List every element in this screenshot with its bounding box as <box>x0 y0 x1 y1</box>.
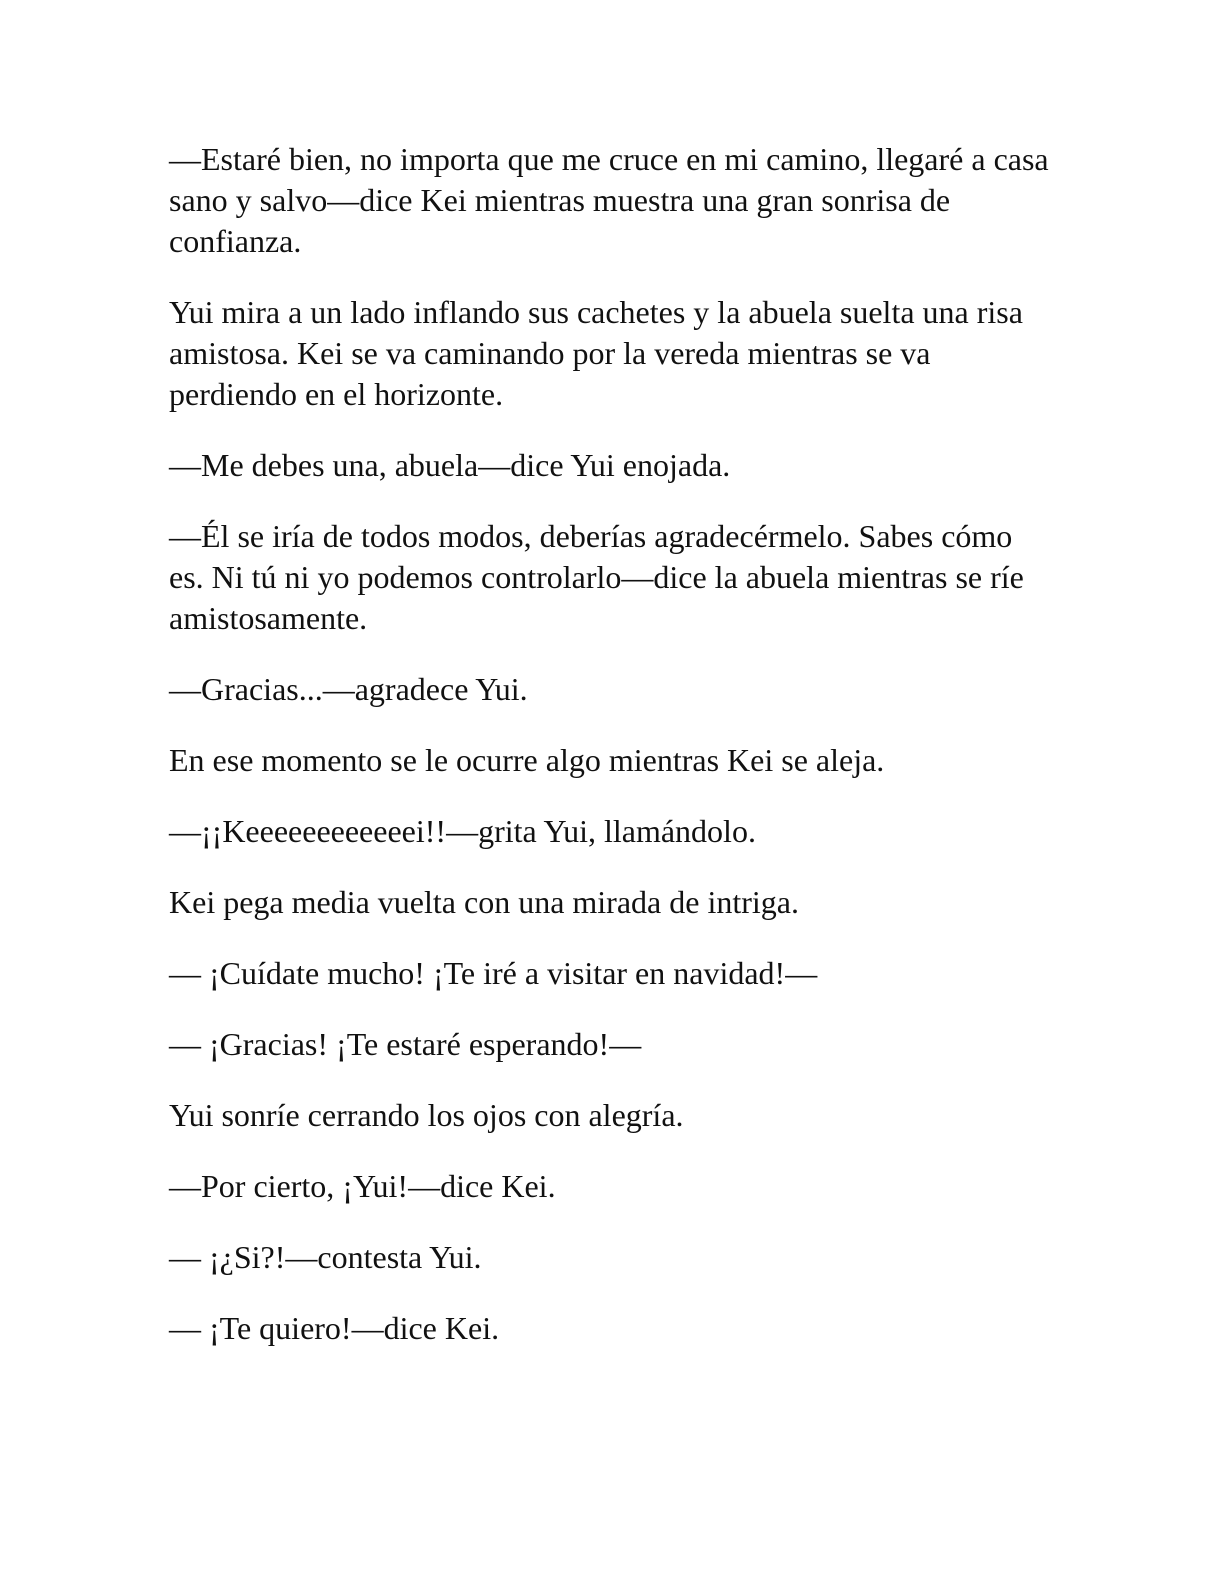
paragraph: — ¡Gracias! ¡Te estaré esperando!— <box>169 1026 642 1062</box>
paragraph: Yui sonríe cerrando los ojos con alegría. <box>169 1097 684 1133</box>
paragraph: —¡¡Keeeeeeeeeeeei!!—grita Yui, llamándolo. <box>169 813 756 849</box>
paragraph: Kei pega media vuelta con una mirada de intriga. <box>169 884 799 920</box>
body-text <box>169 139 1049 1379</box>
paragraph: En ese momento se le ocurre algo mientras Kei se aleja. <box>169 742 885 778</box>
paragraph: — ¡Te quiero!—dice Kei. <box>169 1310 500 1346</box>
paragraph: —Por cierto, ¡Yui!—dice Kei. <box>169 1168 556 1204</box>
paragraph: Yui mira a un lado inflando sus cachetes y la abuela suelta una risa amistosa. Kei se va caminando por la vereda mientras se va perdiendo en el horizonte. <box>169 294 1023 412</box>
paragraph: — ¡Cuídate mucho! ¡Te iré a visitar en navidad!— <box>169 955 818 991</box>
paragraph: —Estaré bien, no importa que me cruce en mi camino, llegaré a casa sano y salvo—dice Kei mientras muestra una gran sonrisa de confianza. <box>169 141 1049 259</box>
paragraph: —Gracias...—agradece Yui. <box>169 671 528 707</box>
paragraph: —Me debes una, abuela—dice Yui enojada. <box>169 447 731 483</box>
paragraph: — ¡¿Si?!—contesta Yui. <box>169 1239 482 1275</box>
paragraph: —Él se iría de todos modos, deberías agradecérmelo. Sabes cómo es. Ni tú ni yo podemos controlarlo—dice la abuela mientras se ríe amistosamente. <box>169 518 1024 636</box>
